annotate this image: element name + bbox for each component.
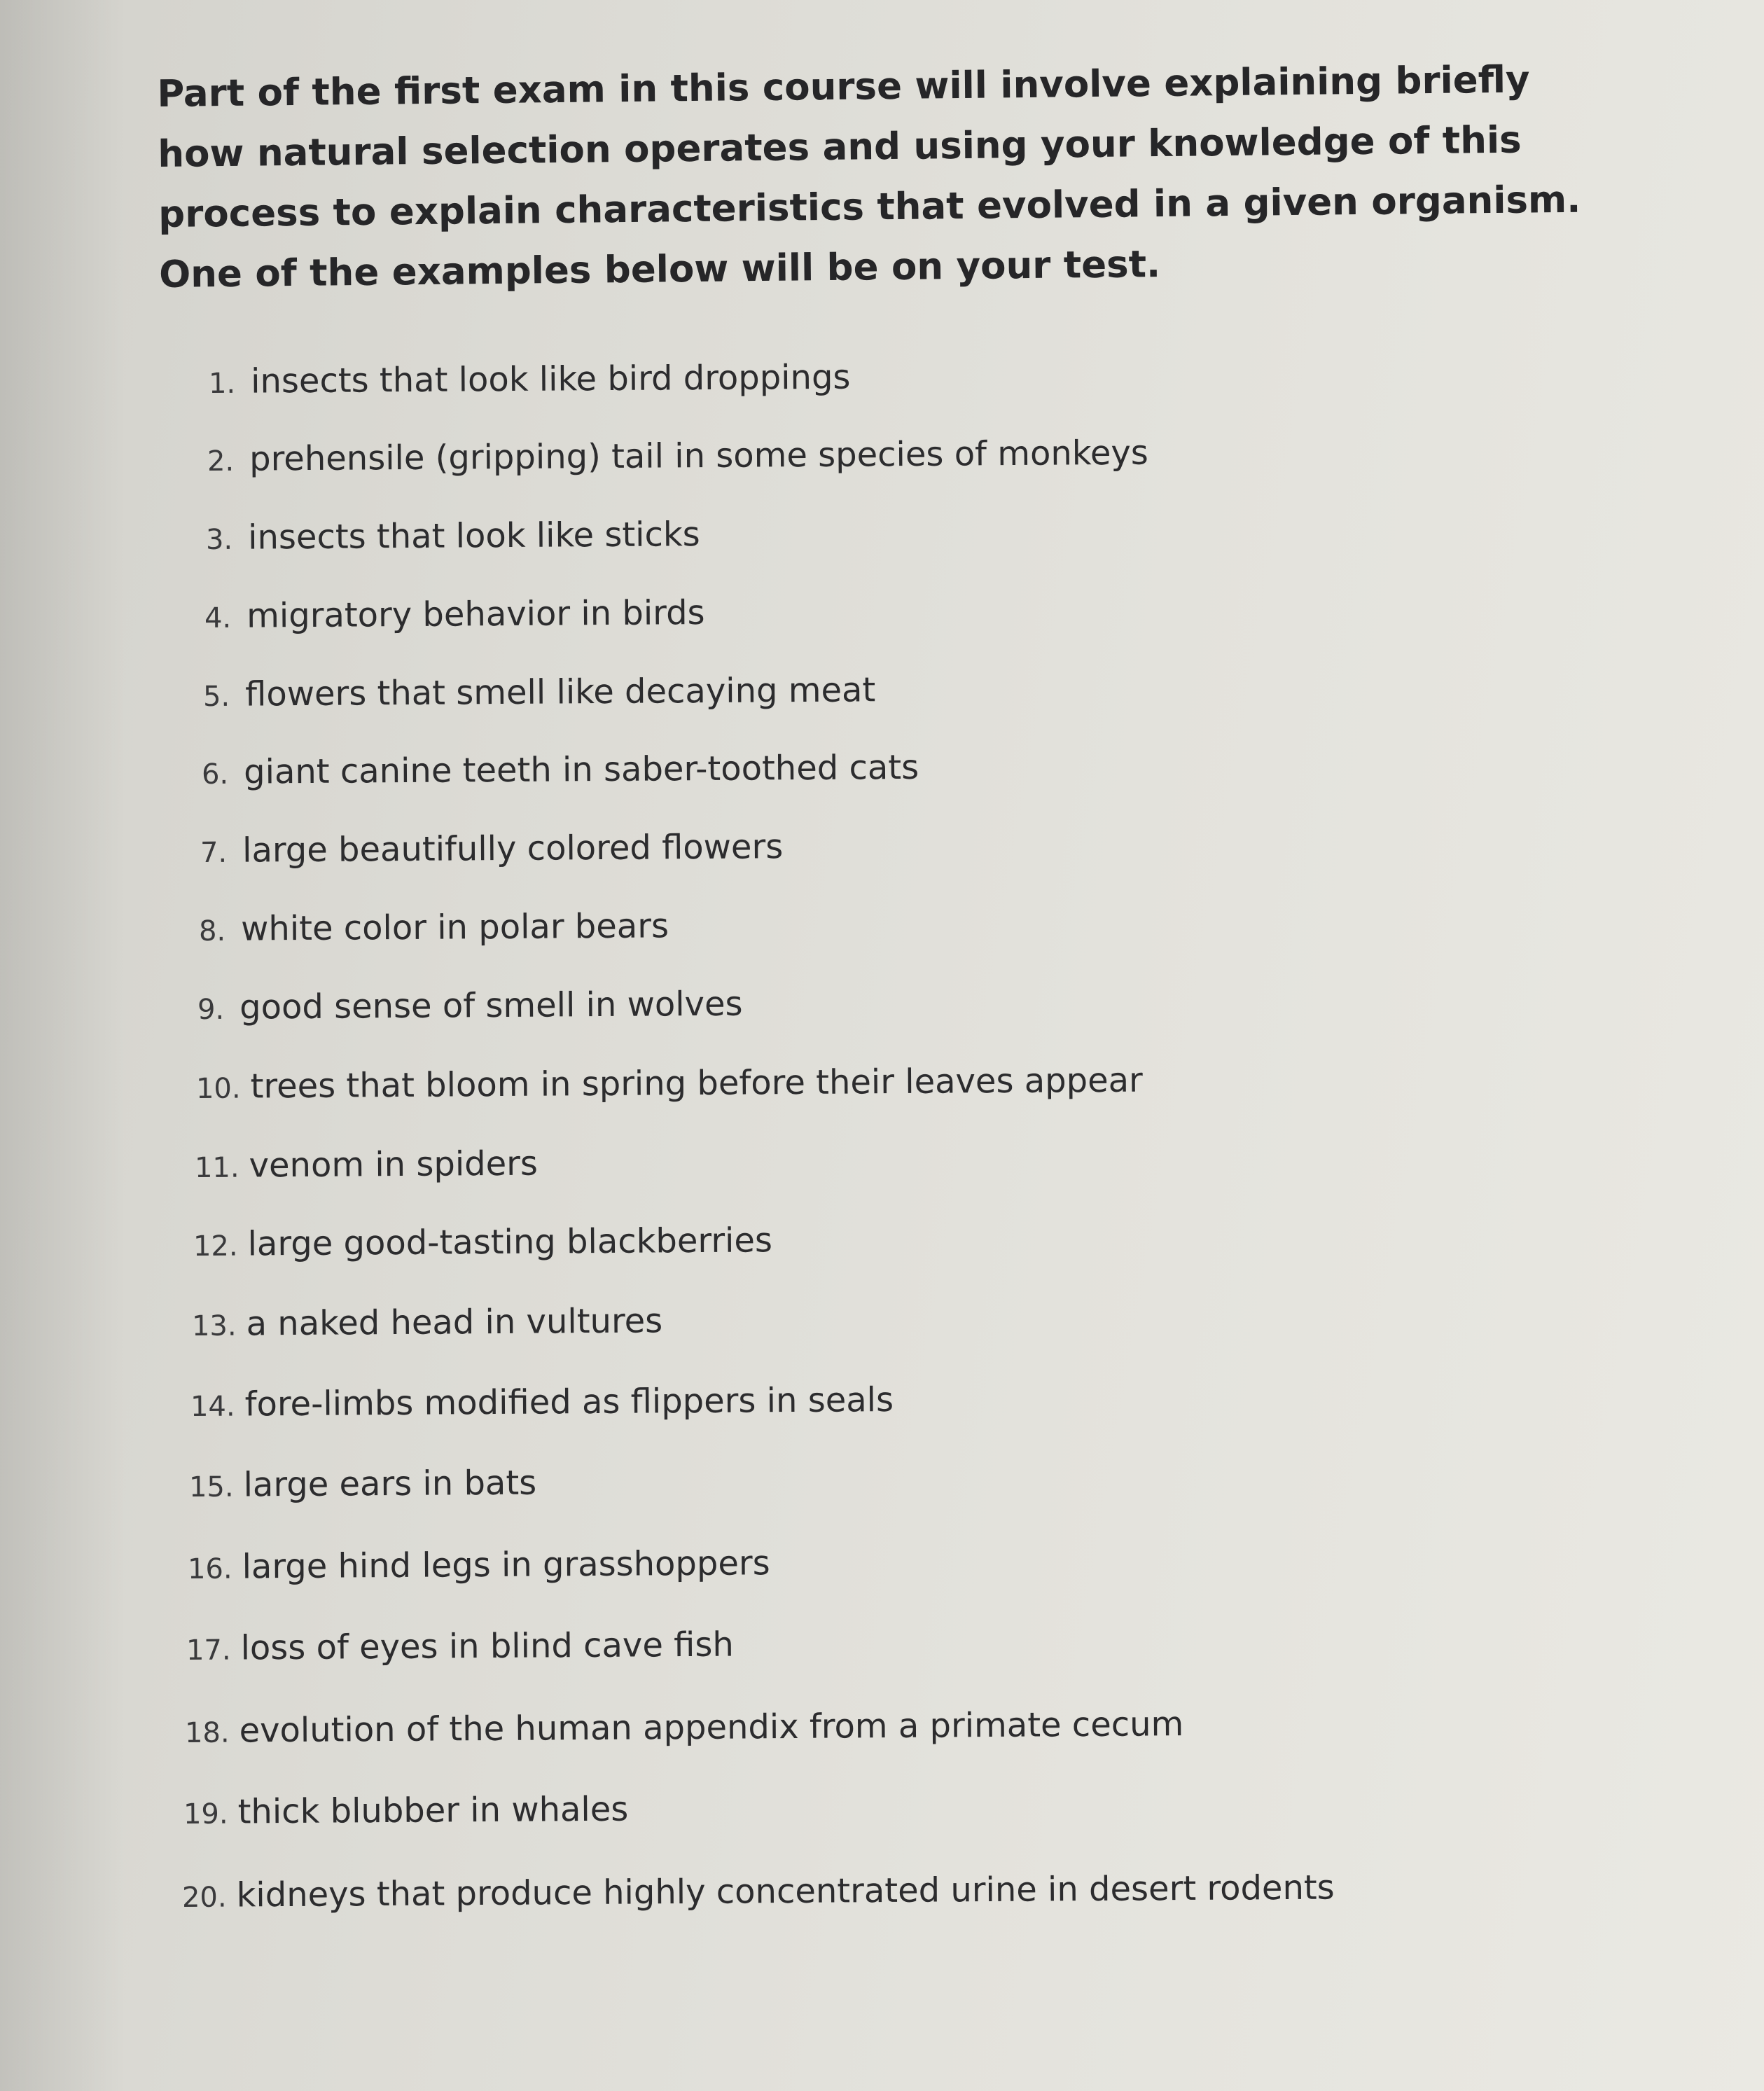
item-text: large beautifully colored flowers	[242, 827, 784, 870]
item-text: a naked head in vultures	[246, 1301, 663, 1344]
page-shadow	[0, 0, 126, 2091]
item-text: large hind legs in grasshoppers	[242, 1543, 770, 1587]
item-number: 11.	[194, 1151, 239, 1184]
item-text: good sense of smell in wolves	[239, 984, 743, 1027]
item-text: flowers that smell like decaying meat	[244, 670, 876, 714]
item-number: 13.	[191, 1310, 237, 1342]
list-item	[203, 669, 876, 718]
list-item	[188, 1542, 770, 1590]
item-text: venom in spiders	[249, 1144, 539, 1186]
intro-paragraph: Part of the first exam in this course will involve explaining briefly how natural selection operates and using your knowledge of this process to explain characteristics that evolved in a given organism. One of the examples below will be on your test.	[157, 58, 1581, 296]
item-number: 12.	[193, 1230, 238, 1263]
list-item	[196, 1060, 1143, 1110]
item-number: 5.	[202, 680, 230, 713]
item-number: 2.	[207, 445, 235, 478]
list-item	[202, 746, 919, 796]
list-item	[207, 432, 1148, 482]
item-number: 4.	[204, 602, 232, 634]
item-number: 15.	[188, 1471, 234, 1503]
list-item	[189, 1462, 537, 1508]
item-text: migratory behavior in birds	[246, 593, 705, 636]
item-text: large ears in bats	[243, 1463, 537, 1505]
item-text: prehensile (gripping) tail in some species of monkeys	[249, 433, 1148, 479]
list-item	[185, 1703, 1184, 1754]
list-item	[182, 1867, 1335, 1919]
list-item	[193, 1219, 772, 1267]
item-number: 16.	[187, 1552, 232, 1585]
item-text: white color in polar bears	[240, 906, 669, 949]
item-number: 18.	[184, 1716, 230, 1749]
list-item	[190, 1379, 894, 1428]
item-number: 9.	[197, 993, 225, 1026]
list-item	[183, 1788, 629, 1835]
item-text: insects that look like sticks	[247, 515, 700, 557]
item-number: 14.	[190, 1390, 235, 1423]
item-text: thick blubber in whales	[237, 1789, 629, 1832]
item-text: evolution of the human appendix from a primate cecum	[239, 1704, 1184, 1751]
list-item	[209, 356, 851, 405]
item-text: kidneys that produce highly concentrated urine in desert rodents	[236, 1868, 1335, 1915]
list-item	[195, 1143, 538, 1189]
item-number: 10.	[195, 1072, 241, 1105]
item-number: 8.	[198, 915, 226, 947]
item-number: 19.	[183, 1798, 228, 1831]
item-text: giant canine teeth in saber-toothed cats	[243, 747, 919, 792]
list-item	[197, 983, 743, 1031]
item-number: 20.	[181, 1881, 227, 1914]
item-number: 1.	[208, 367, 236, 400]
item-text: trees that bloom in spring before their leaves appear	[250, 1060, 1143, 1106]
list-item	[199, 905, 669, 952]
item-number: 17.	[186, 1634, 231, 1667]
item-text: loss of eyes in blind cave fish	[240, 1625, 734, 1668]
item-number: 7.	[200, 836, 228, 869]
item-number: 3.	[205, 523, 233, 556]
item-number: 6.	[201, 758, 229, 791]
list-item	[206, 513, 700, 561]
item-text: fore-limbs modified as flippers in seals	[244, 1380, 894, 1424]
item-text: insects that look like bird droppings	[250, 357, 851, 401]
list-item	[204, 592, 705, 639]
list-item	[192, 1300, 663, 1347]
list-item	[200, 826, 784, 874]
item-text: large good-tasting blackberries	[247, 1221, 773, 1264]
list-item	[186, 1624, 734, 1672]
